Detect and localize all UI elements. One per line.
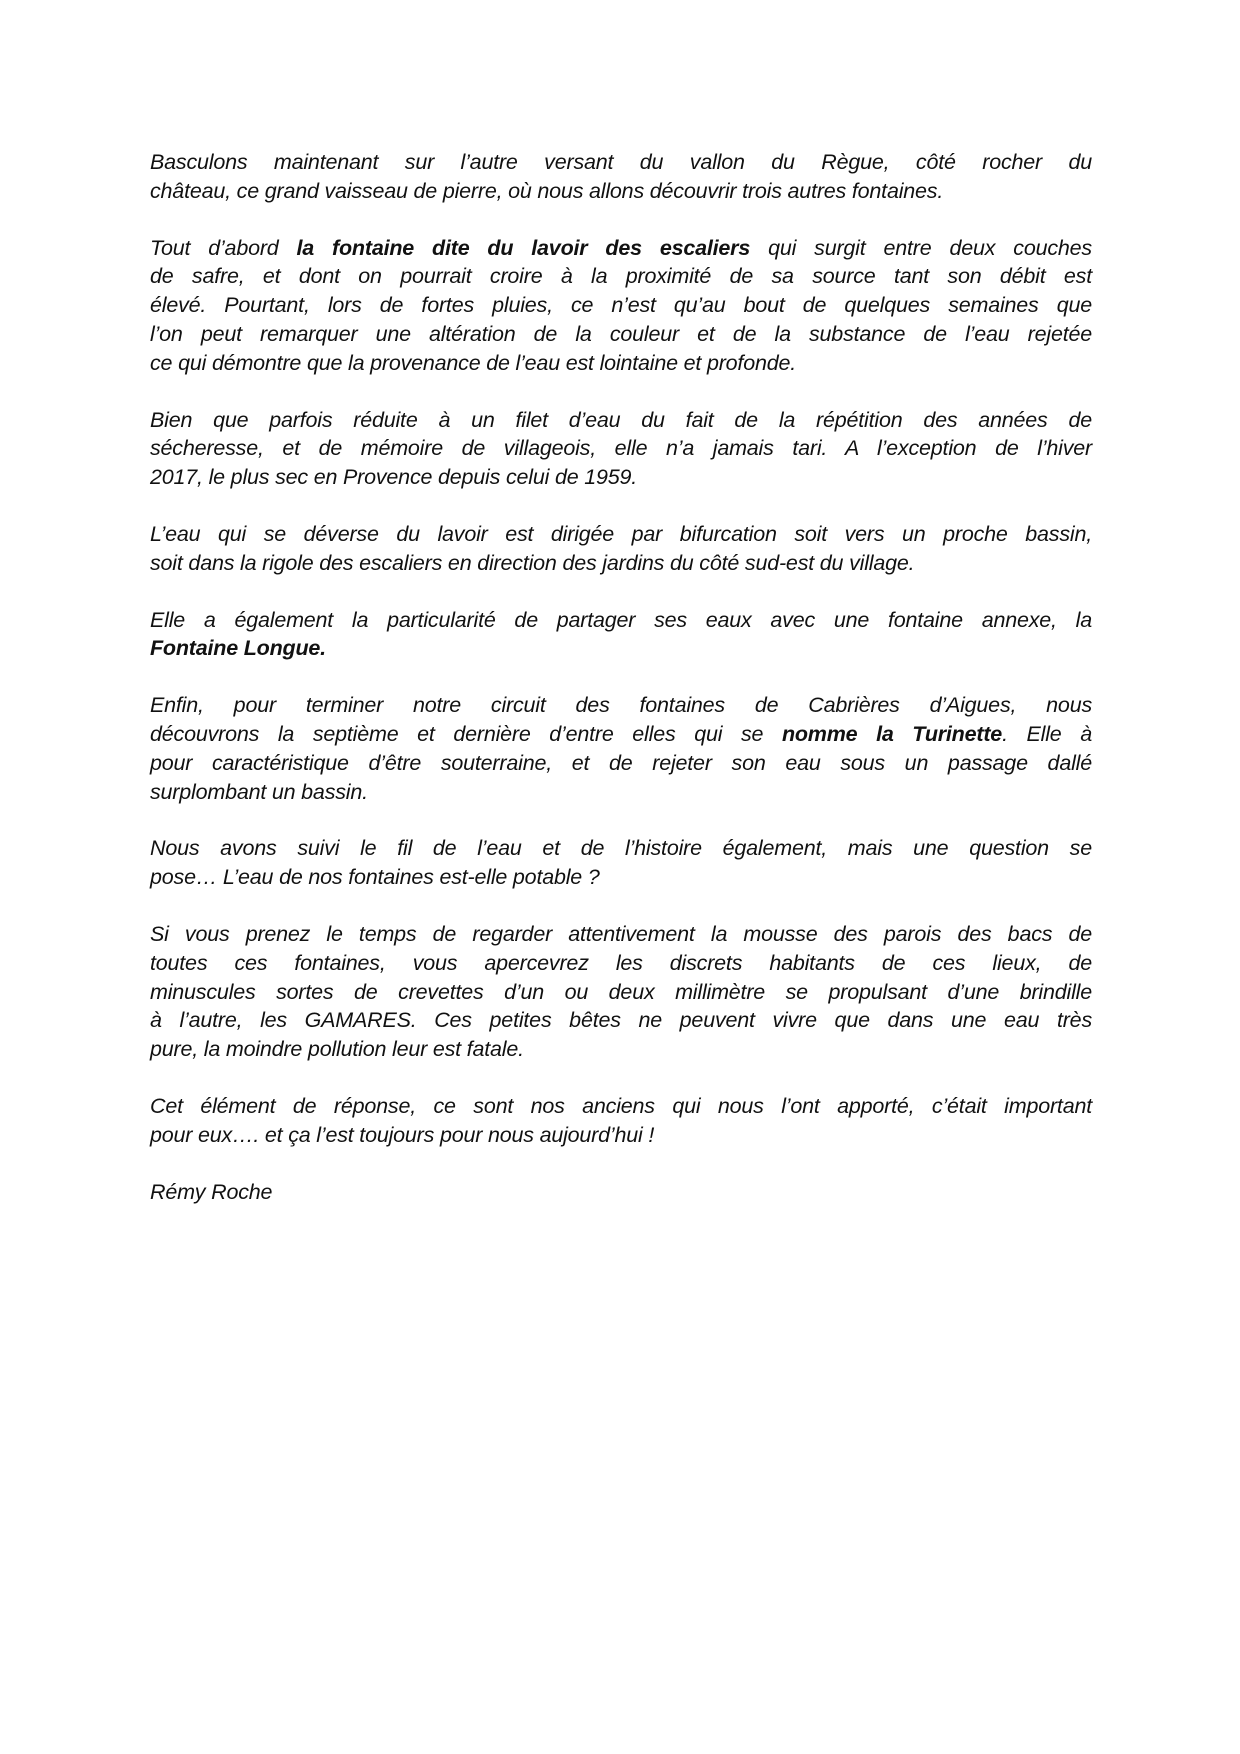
text-segment: minuscules sortes de crevettes d’un ou deux millimètre se propulsant d’une brindille (150, 979, 1092, 1004)
text-segment: à l’autre, les GAMARES. Ces petites bêtes ne peuvent vivre que dans une eau très (150, 1008, 1092, 1033)
text-line (150, 1121, 1092, 1150)
text-line (150, 320, 1092, 349)
text-segment: Enfin, pour terminer notre circuit des fontaines de Cabrières d’Aigues, nous (150, 693, 1092, 718)
text-line (150, 749, 1092, 778)
bold-text: la fontaine dite du lavoir des escaliers (296, 235, 751, 260)
text-segment: Tout d’abord (150, 235, 297, 260)
text-segment: Cet élément de réponse, ce sont nos anciens qui nous l’ont apporté, c’était important (150, 1093, 1092, 1118)
text-segment: . Elle à (1002, 721, 1092, 746)
text-line (150, 920, 1092, 949)
paragraph (150, 234, 1092, 378)
text-segment: Elle a également la particularité de partager ses eaux avec une fontaine annexe, la (150, 607, 1092, 632)
paragraph (150, 920, 1092, 1064)
text-line (150, 291, 1092, 320)
paragraph (150, 834, 1092, 892)
text-line (150, 177, 1092, 206)
text-line (150, 863, 1092, 892)
text-segment: 2017, le plus sec en Provence depuis celui de 1959. (150, 465, 638, 490)
text-segment: L’eau qui se déverse du lavoir est dirigée par bifurcation soit vers un proche bassin, (150, 521, 1092, 546)
text-line (150, 349, 1092, 378)
text-segment: élevé. Pourtant, lors de fortes pluies, ce n’est qu’au bout de quelques semaines que (150, 293, 1092, 318)
author-signature (150, 1178, 1092, 1207)
text-segment: pour caractéristique d’être souterraine, et de rejeter son eau sous un passage dallé (150, 750, 1092, 775)
text-line (150, 691, 1092, 720)
text-segment: Si vous prenez le temps de regarder attentivement la mousse des parois des bacs de (150, 921, 1092, 946)
text-line (150, 463, 1092, 492)
text-segment: château, ce grand vaisseau de pierre, où nous allons découvrir trois autres fontaines. (150, 178, 944, 203)
text-line (150, 834, 1092, 863)
text-line (150, 148, 1092, 177)
text-line (150, 262, 1092, 291)
text-line (150, 520, 1092, 549)
paragraph (150, 520, 1092, 578)
text-segment: Nous avons suivi le fil de l’eau et de l’histoire également, mais une question se (150, 836, 1092, 861)
text-line (150, 1035, 1092, 1064)
text-segment: pose… L’eau de nos fontaines est-elle potable ? (150, 865, 600, 890)
text-line (150, 434, 1092, 463)
paragraph (150, 406, 1092, 492)
text-line (150, 549, 1092, 578)
text-segment: toutes ces fontaines, vous apercevrez les discrets habitants de ces lieux, de (150, 950, 1092, 975)
text-segment: pure, la moindre pollution leur est fatale. (150, 1037, 524, 1062)
text-segment: sécheresse, et de mémoire de villageois, elle n’a jamais tari. A l’exception de l’hiver (150, 436, 1092, 461)
text-line (150, 778, 1092, 807)
text-line (150, 949, 1092, 978)
text-line (150, 1006, 1092, 1035)
text-segment: pour eux…. et ça l’est toujours pour nous aujourd’hui ! (150, 1122, 655, 1147)
text-line (150, 1178, 1092, 1207)
paragraph (150, 1092, 1092, 1150)
text-line (150, 978, 1092, 1007)
text-segment: découvrons la septième et dernière d’entre elles qui se (150, 721, 782, 746)
text-segment: qui surgit entre deux couches (750, 235, 1092, 260)
text-line (150, 720, 1092, 749)
text-line (150, 234, 1092, 263)
text-segment: ce qui démontre que la provenance de l’eau est lointaine et profonde. (150, 350, 796, 375)
text-segment: de safre, et dont on pourrait croire à la proximité de sa source tant son débit est (150, 264, 1092, 289)
paragraph (150, 691, 1092, 806)
paragraph (150, 606, 1092, 664)
bold-text: nomme la Turinette (781, 721, 1003, 746)
text-segment: Basculons maintenant sur l’autre versant du vallon du Règue, côté rocher du (150, 150, 1092, 174)
document-body (150, 148, 1092, 1234)
text-line (150, 606, 1092, 635)
text-segment: soit dans la rigole des escaliers en direction des jardins du côté sud-est du village. (150, 550, 915, 575)
text-line (150, 634, 1092, 663)
paragraph (150, 148, 1092, 206)
text-segment: Bien que parfois réduite à un filet d’eau du fait de la répétition des années de (150, 407, 1092, 432)
text-segment: l’on peut remarquer une altération de la couleur et de la substance de l’eau rejetée (150, 321, 1092, 346)
bold-text: Fontaine Longue. (150, 636, 326, 661)
text-segment: Rémy Roche (150, 1179, 273, 1204)
text-line (150, 406, 1092, 435)
text-segment: surplombant un bassin. (150, 779, 368, 804)
text-line (150, 1092, 1092, 1121)
